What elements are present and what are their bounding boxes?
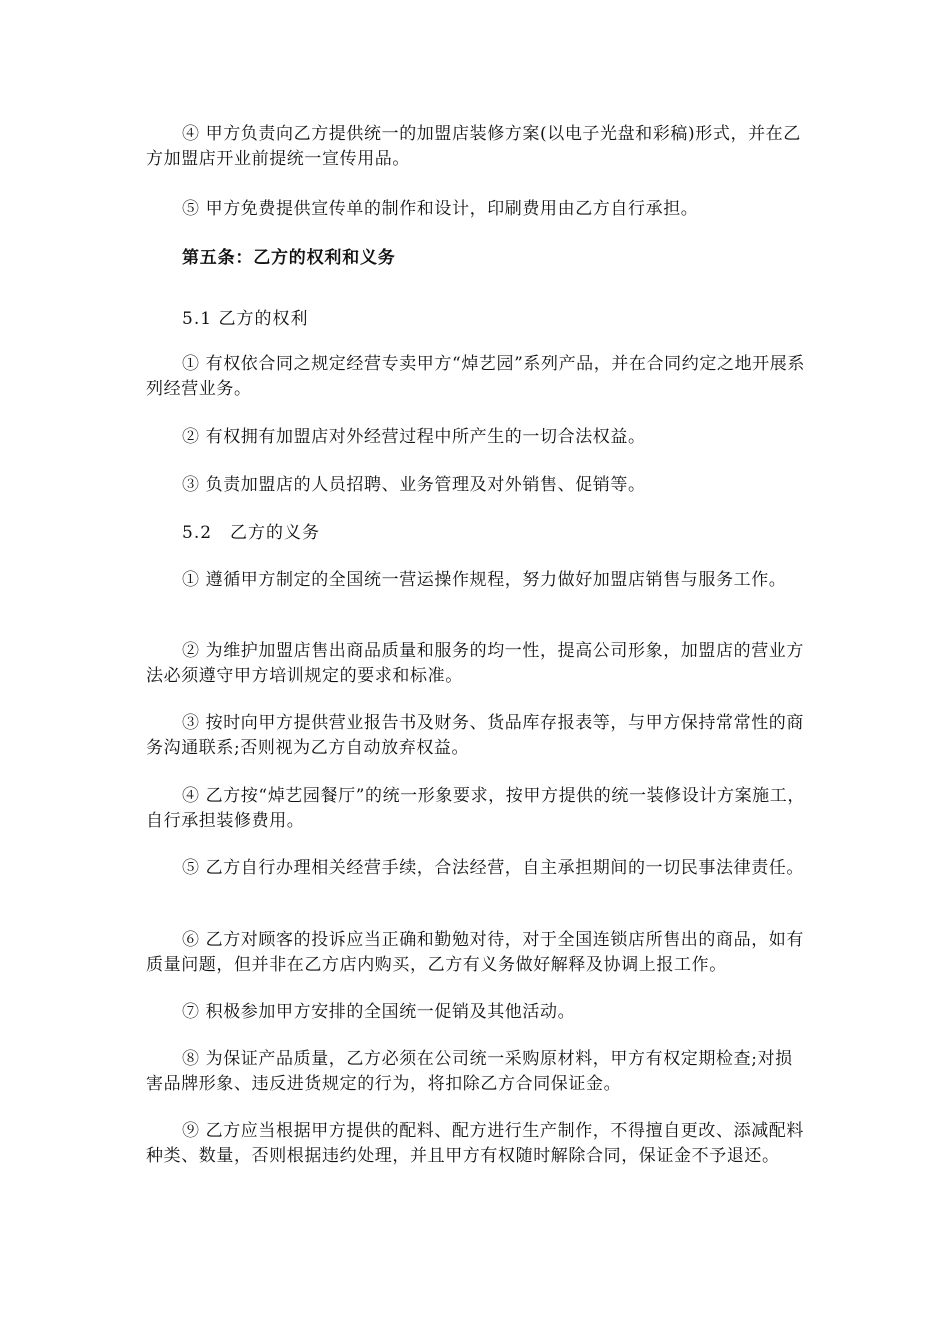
obligation-item-5: ⑤ 乙方自行办理相关经营手续，合法经营，自主承担期间的一切民事法律责任。 bbox=[182, 858, 805, 878]
right-item-2: ② 有权拥有加盟店对外经营过程中所产生的一切合法权益。 bbox=[182, 427, 646, 447]
obligation-item-4: ④ 乙方按“焯艺园餐厅”的统一形象要求，按甲方提供的统一装修设计方案施工，自行承担装修费用。 bbox=[146, 786, 805, 831]
right-item-3: ③ 负责加盟店的人员招聘、业务管理及对外销售、促销等。 bbox=[182, 475, 646, 495]
obligation-item-6: ⑥ 乙方对顾客的投诉应当正确和勤勉对待，对于全国连锁店所售出的商品，如有质量问题，但并非在乙方店内购买，乙方有义务做好解释及协调上报工作。 bbox=[146, 930, 805, 975]
clause-4-item-4: ④ 甲方负责向乙方提供统一的加盟店装修方案(以电子光盘和彩稿)形式，并在乙方加盟店开业前提统一宣传用品。 bbox=[146, 124, 801, 169]
obligation-item-3: ③ 按时向甲方提供营业报告书及财务、货品库存报表等，与甲方保持常常性的商务沟通联系;否则视为乙方自动放弃权益。 bbox=[146, 713, 805, 758]
obligation-item-8: ⑧ 为保证产品质量，乙方必须在公司统一采购原材料，甲方有权定期检查;对损害品牌形象、违反进货规定的行为，将扣除乙方合同保证金。 bbox=[146, 1049, 793, 1094]
obligation-item-9: ⑨ 乙方应当根据甲方提供的配料、配方进行生产制作，不得擅自更改、添减配料种类、数量，否则根据违约处理，并且甲方有权随时解除合同，保证金不予退还。 bbox=[146, 1121, 805, 1166]
article-5-heading: 第五条：乙方的权利和义务 bbox=[182, 248, 396, 268]
section-5-2-heading: 5.2 乙方的义务 bbox=[182, 523, 321, 543]
clause-4-item-5: ⑤ 甲方免费提供宣传单的制作和设计，印刷费用由乙方自行承担。 bbox=[182, 199, 699, 219]
obligation-item-1: ① 遵循甲方制定的全国统一营运操作规程，努力做好加盟店销售与服务工作。 bbox=[182, 570, 787, 590]
section-5-1-heading: 5.1 乙方的权利 bbox=[182, 309, 309, 329]
obligation-item-2: ② 为维护加盟店售出商品质量和服务的均一性，提高公司形象，加盟店的营业方法必须遵守甲方培训规定的要求和标准。 bbox=[146, 641, 805, 686]
right-item-1: ① 有权依合同之规定经营专卖甲方“焯艺园”系列产品，并在合同约定之地开展系列经营业务。 bbox=[146, 354, 805, 399]
obligation-item-7: ⑦ 积极参加甲方安排的全国统一促销及其他活动。 bbox=[182, 1002, 576, 1022]
